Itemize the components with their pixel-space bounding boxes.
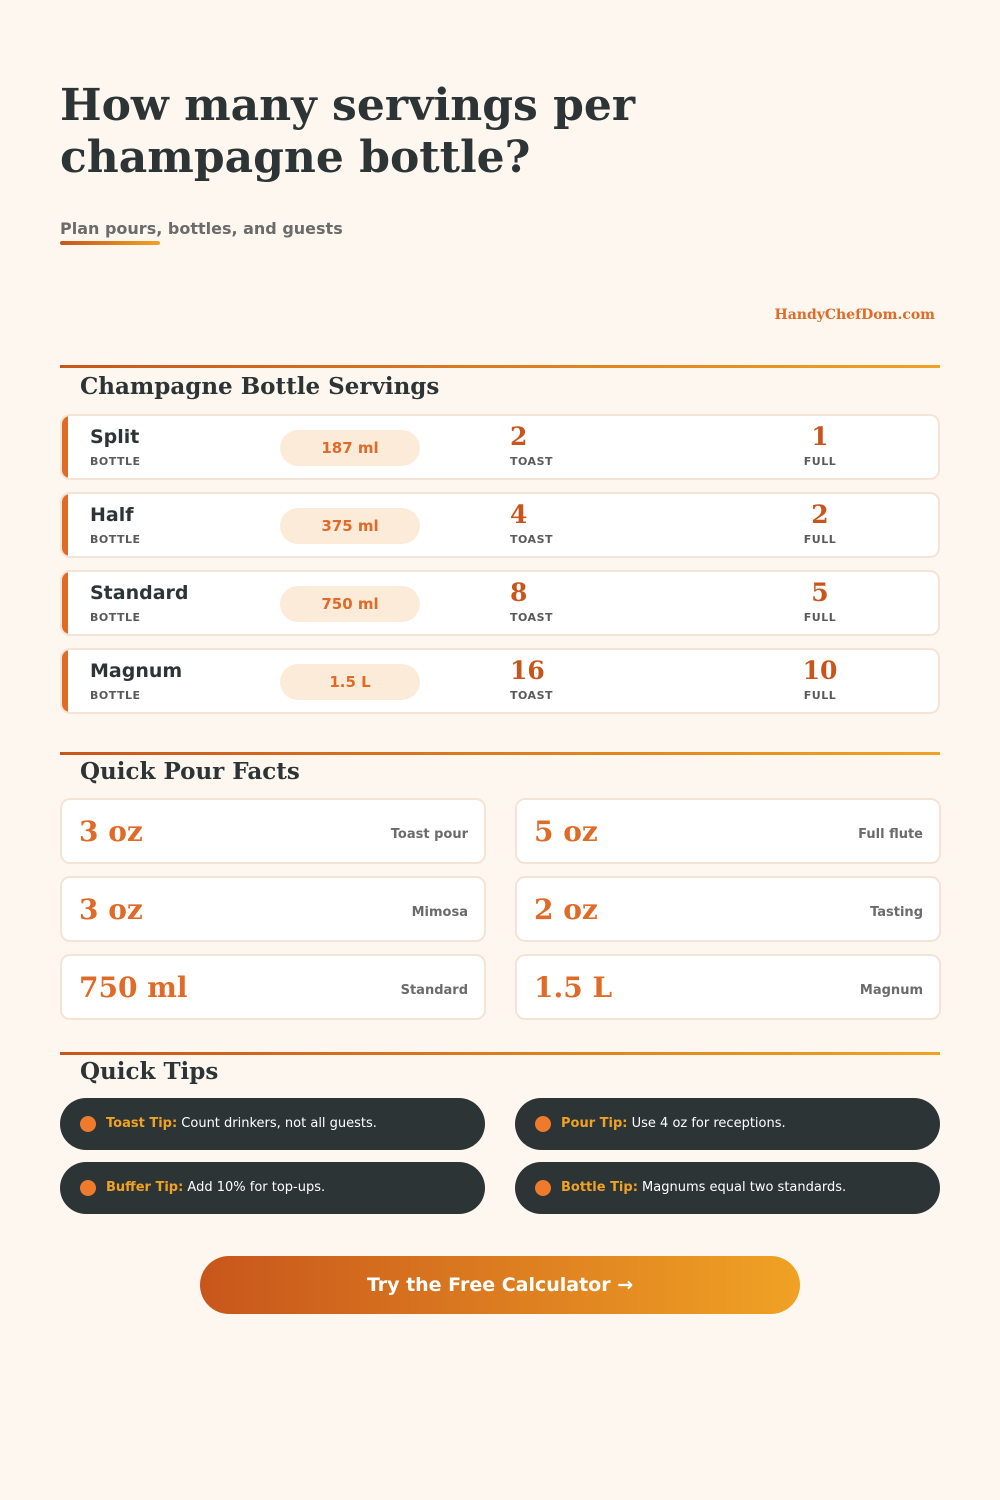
fact-value: 2 oz xyxy=(534,893,598,926)
tip-body: Use 4 oz for receptions. xyxy=(631,1116,786,1131)
bottle-row-standard xyxy=(60,570,940,636)
tip-heading: Pour Tip: xyxy=(561,1116,628,1131)
tip-body: Add 10% for top-ups. xyxy=(187,1180,326,1195)
servings-heading: Champagne Bottle Servings xyxy=(80,373,440,400)
bottle-kind: BOTTLE xyxy=(90,533,141,546)
bottle-name: Magnum xyxy=(90,660,183,682)
bottle-volume: 187 ml xyxy=(280,430,420,466)
toast-servings: 16 xyxy=(510,656,545,685)
toast-servings: 2 xyxy=(510,422,528,451)
fact-label: Mimosa xyxy=(411,905,468,920)
fact-label: Standard xyxy=(400,983,468,998)
fact-value: 750 ml xyxy=(79,971,188,1004)
fact-card xyxy=(515,876,941,942)
tips-heading: Quick Tips xyxy=(80,1058,219,1085)
bottle-name: Half xyxy=(90,504,134,526)
page-subtitle: Plan pours, bottles, and guests xyxy=(60,219,343,238)
tip-body: Magnums equal two standards. xyxy=(642,1180,847,1195)
tip-pill-buffer xyxy=(60,1162,485,1214)
bullet-dot-icon xyxy=(535,1180,551,1196)
full-label: FULL xyxy=(803,533,837,546)
section-divider xyxy=(60,752,940,755)
full-servings: 2 xyxy=(811,500,829,529)
toast-servings: 8 xyxy=(510,578,528,607)
fact-value: 3 oz xyxy=(79,815,143,848)
tip-body: Count drinkers, not all guests. xyxy=(181,1116,377,1131)
full-label: FULL xyxy=(803,455,837,468)
tip-heading: Bottle Tip: xyxy=(561,1180,638,1195)
tip-pill-toast xyxy=(60,1098,485,1150)
tip-pill-bottle xyxy=(515,1162,940,1214)
bottle-row-magnum xyxy=(60,648,940,714)
bottle-kind: BOTTLE xyxy=(90,455,141,468)
brand-link[interactable]: HandyChefDom.com xyxy=(774,307,935,323)
fact-card xyxy=(60,798,486,864)
fact-value: 3 oz xyxy=(79,893,143,926)
bottle-volume: 1.5 L xyxy=(280,664,420,700)
fact-label: Toast pour xyxy=(390,827,468,842)
fact-card xyxy=(60,954,486,1020)
fact-card xyxy=(515,954,941,1020)
tip-pill-pour xyxy=(515,1098,940,1150)
bottle-row-half xyxy=(60,492,940,558)
tip-text xyxy=(561,1116,786,1131)
fact-value: 1.5 L xyxy=(534,971,613,1004)
full-servings: 5 xyxy=(811,578,829,607)
free-calculator-button[interactable]: Try the Free Calculator → xyxy=(200,1256,800,1314)
fact-label: Full flute xyxy=(858,827,923,842)
tip-text xyxy=(561,1180,846,1195)
bottle-row-split xyxy=(60,414,940,480)
bullet-dot-icon xyxy=(535,1116,551,1132)
full-label: FULL xyxy=(803,689,837,702)
section-divider xyxy=(60,365,940,368)
facts-heading: Quick Pour Facts xyxy=(80,758,300,785)
fact-label: Magnum xyxy=(859,983,923,998)
toast-label: TOAST xyxy=(510,455,553,468)
tip-text xyxy=(106,1180,325,1195)
fact-card xyxy=(515,798,941,864)
bottle-name: Split xyxy=(90,426,140,448)
toast-label: TOAST xyxy=(510,611,553,624)
infographic-page xyxy=(60,0,940,1500)
toast-servings: 4 xyxy=(510,500,528,529)
section-divider xyxy=(60,1052,940,1055)
bullet-dot-icon xyxy=(80,1180,96,1196)
full-servings: 10 xyxy=(802,656,838,685)
fact-card xyxy=(60,876,486,942)
full-label: FULL xyxy=(803,611,837,624)
toast-label: TOAST xyxy=(510,533,553,546)
tip-heading: Buffer Tip: xyxy=(106,1180,184,1195)
full-servings: 1 xyxy=(811,422,829,451)
tip-heading: Toast Tip: xyxy=(106,1116,178,1131)
bottle-volume: 750 ml xyxy=(280,586,420,622)
bottle-kind: BOTTLE xyxy=(90,611,141,624)
bottle-kind: BOTTLE xyxy=(90,689,141,702)
bullet-dot-icon xyxy=(80,1116,96,1132)
fact-value: 5 oz xyxy=(534,815,598,848)
fact-label: Tasting xyxy=(870,905,923,920)
bottle-volume: 375 ml xyxy=(280,508,420,544)
toast-label: TOAST xyxy=(510,689,553,702)
tip-text xyxy=(106,1116,377,1131)
page-title: How many servings per champagne bottle? xyxy=(60,80,636,183)
bottle-name: Standard xyxy=(90,582,189,604)
subtitle-underline xyxy=(60,241,160,245)
